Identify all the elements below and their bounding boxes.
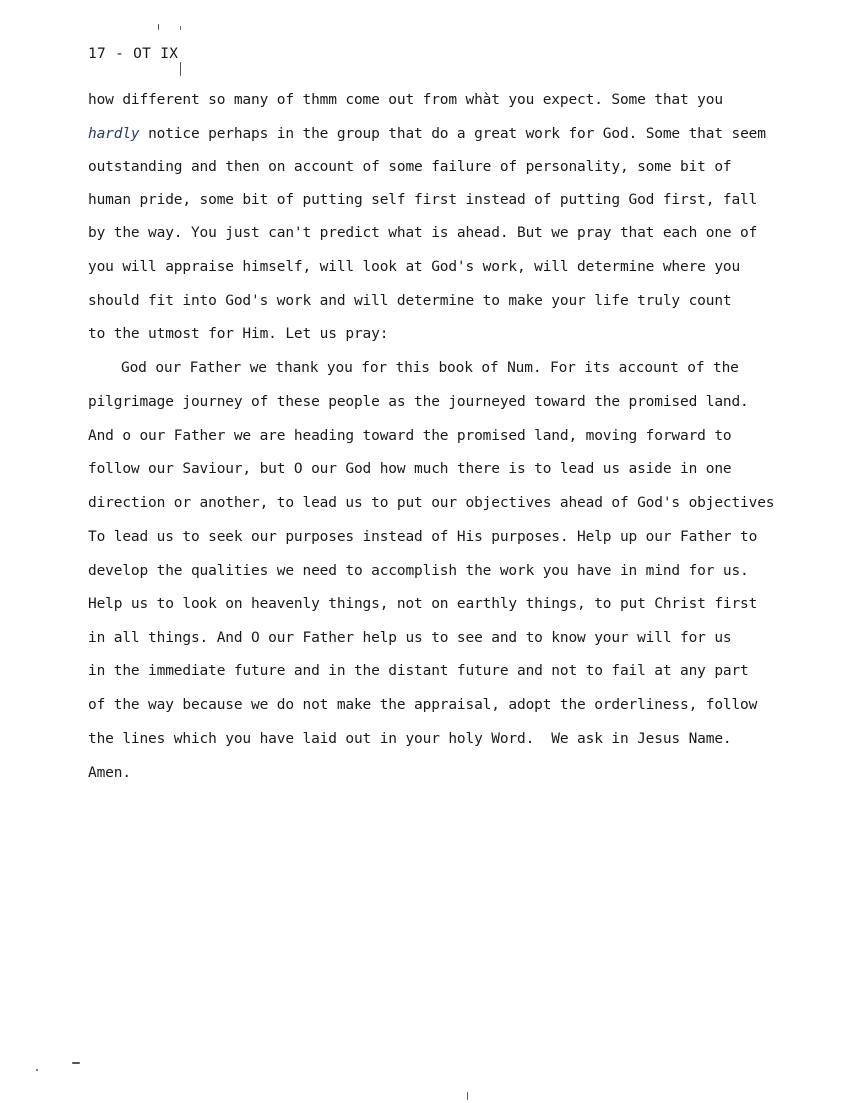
text-line: in all things. And O our Father help us to see and to know your will for us <box>88 630 732 646</box>
text-line: of the way because we do not make the appraisal, adopt the orderliness, follow <box>88 697 758 713</box>
italic-word: hardly <box>88 126 140 142</box>
text-line: And o our Father we are heading toward the promised land, moving forward to <box>88 428 732 444</box>
text-line: by the way. You just can't predict what is ahead. But we pray that each one of <box>88 225 758 241</box>
text-line: pilgrimage journey of these people as the journeyed toward the promised land. <box>88 394 749 410</box>
scan-mark <box>72 1062 80 1064</box>
text-line: Help us to look on heavenly things, not on earthly things, to put Christ first <box>88 596 758 612</box>
scan-mark <box>467 1092 468 1100</box>
scan-mark <box>158 24 159 30</box>
text-span: notice perhaps in the group that do a great work for God. Some that seem <box>139 126 766 142</box>
text-line: to the utmost for Him. Let us pray: <box>88 326 389 342</box>
text-line: the lines which you have laid out in your holy Word. We ask in Jesus Name. <box>88 731 732 747</box>
text-line: To lead us to seek our purposes instead of His purposes. Help up our Father to <box>88 529 758 545</box>
text-line: how different so many of thmm come out from whàt you expect. Some that you <box>88 92 723 108</box>
text-line: God our Father we thank you for this book of Num. For its account of the <box>121 360 739 376</box>
scan-mark <box>180 26 181 30</box>
text-line: outstanding and then on account of some failure of personality, some bit of <box>88 159 732 175</box>
text-line: Amen. <box>88 765 131 781</box>
scan-mark <box>180 62 181 76</box>
text-line: should fit into God's work and will determine to make your life truly count <box>88 293 732 309</box>
text-line: develop the qualities we need to accomplish the work you have in mind for us. <box>88 563 749 579</box>
text-line: you will appraise himself, will look at God's work, will determine where you <box>88 259 741 275</box>
scan-mark <box>36 1069 38 1071</box>
page-header: 17 - OT IX <box>88 46 179 62</box>
text-line: follow our Saviour, but O our God how much there is to lead us aside in one <box>88 461 732 477</box>
text-line <box>88 126 766 142</box>
text-line: direction or another, to lead us to put our objectives ahead of God's objectives <box>88 495 775 511</box>
text-line: in the immediate future and in the distant future and not to fail at any part <box>88 663 749 679</box>
text-line: human pride, some bit of putting self first instead of putting God first, fall <box>88 192 758 208</box>
